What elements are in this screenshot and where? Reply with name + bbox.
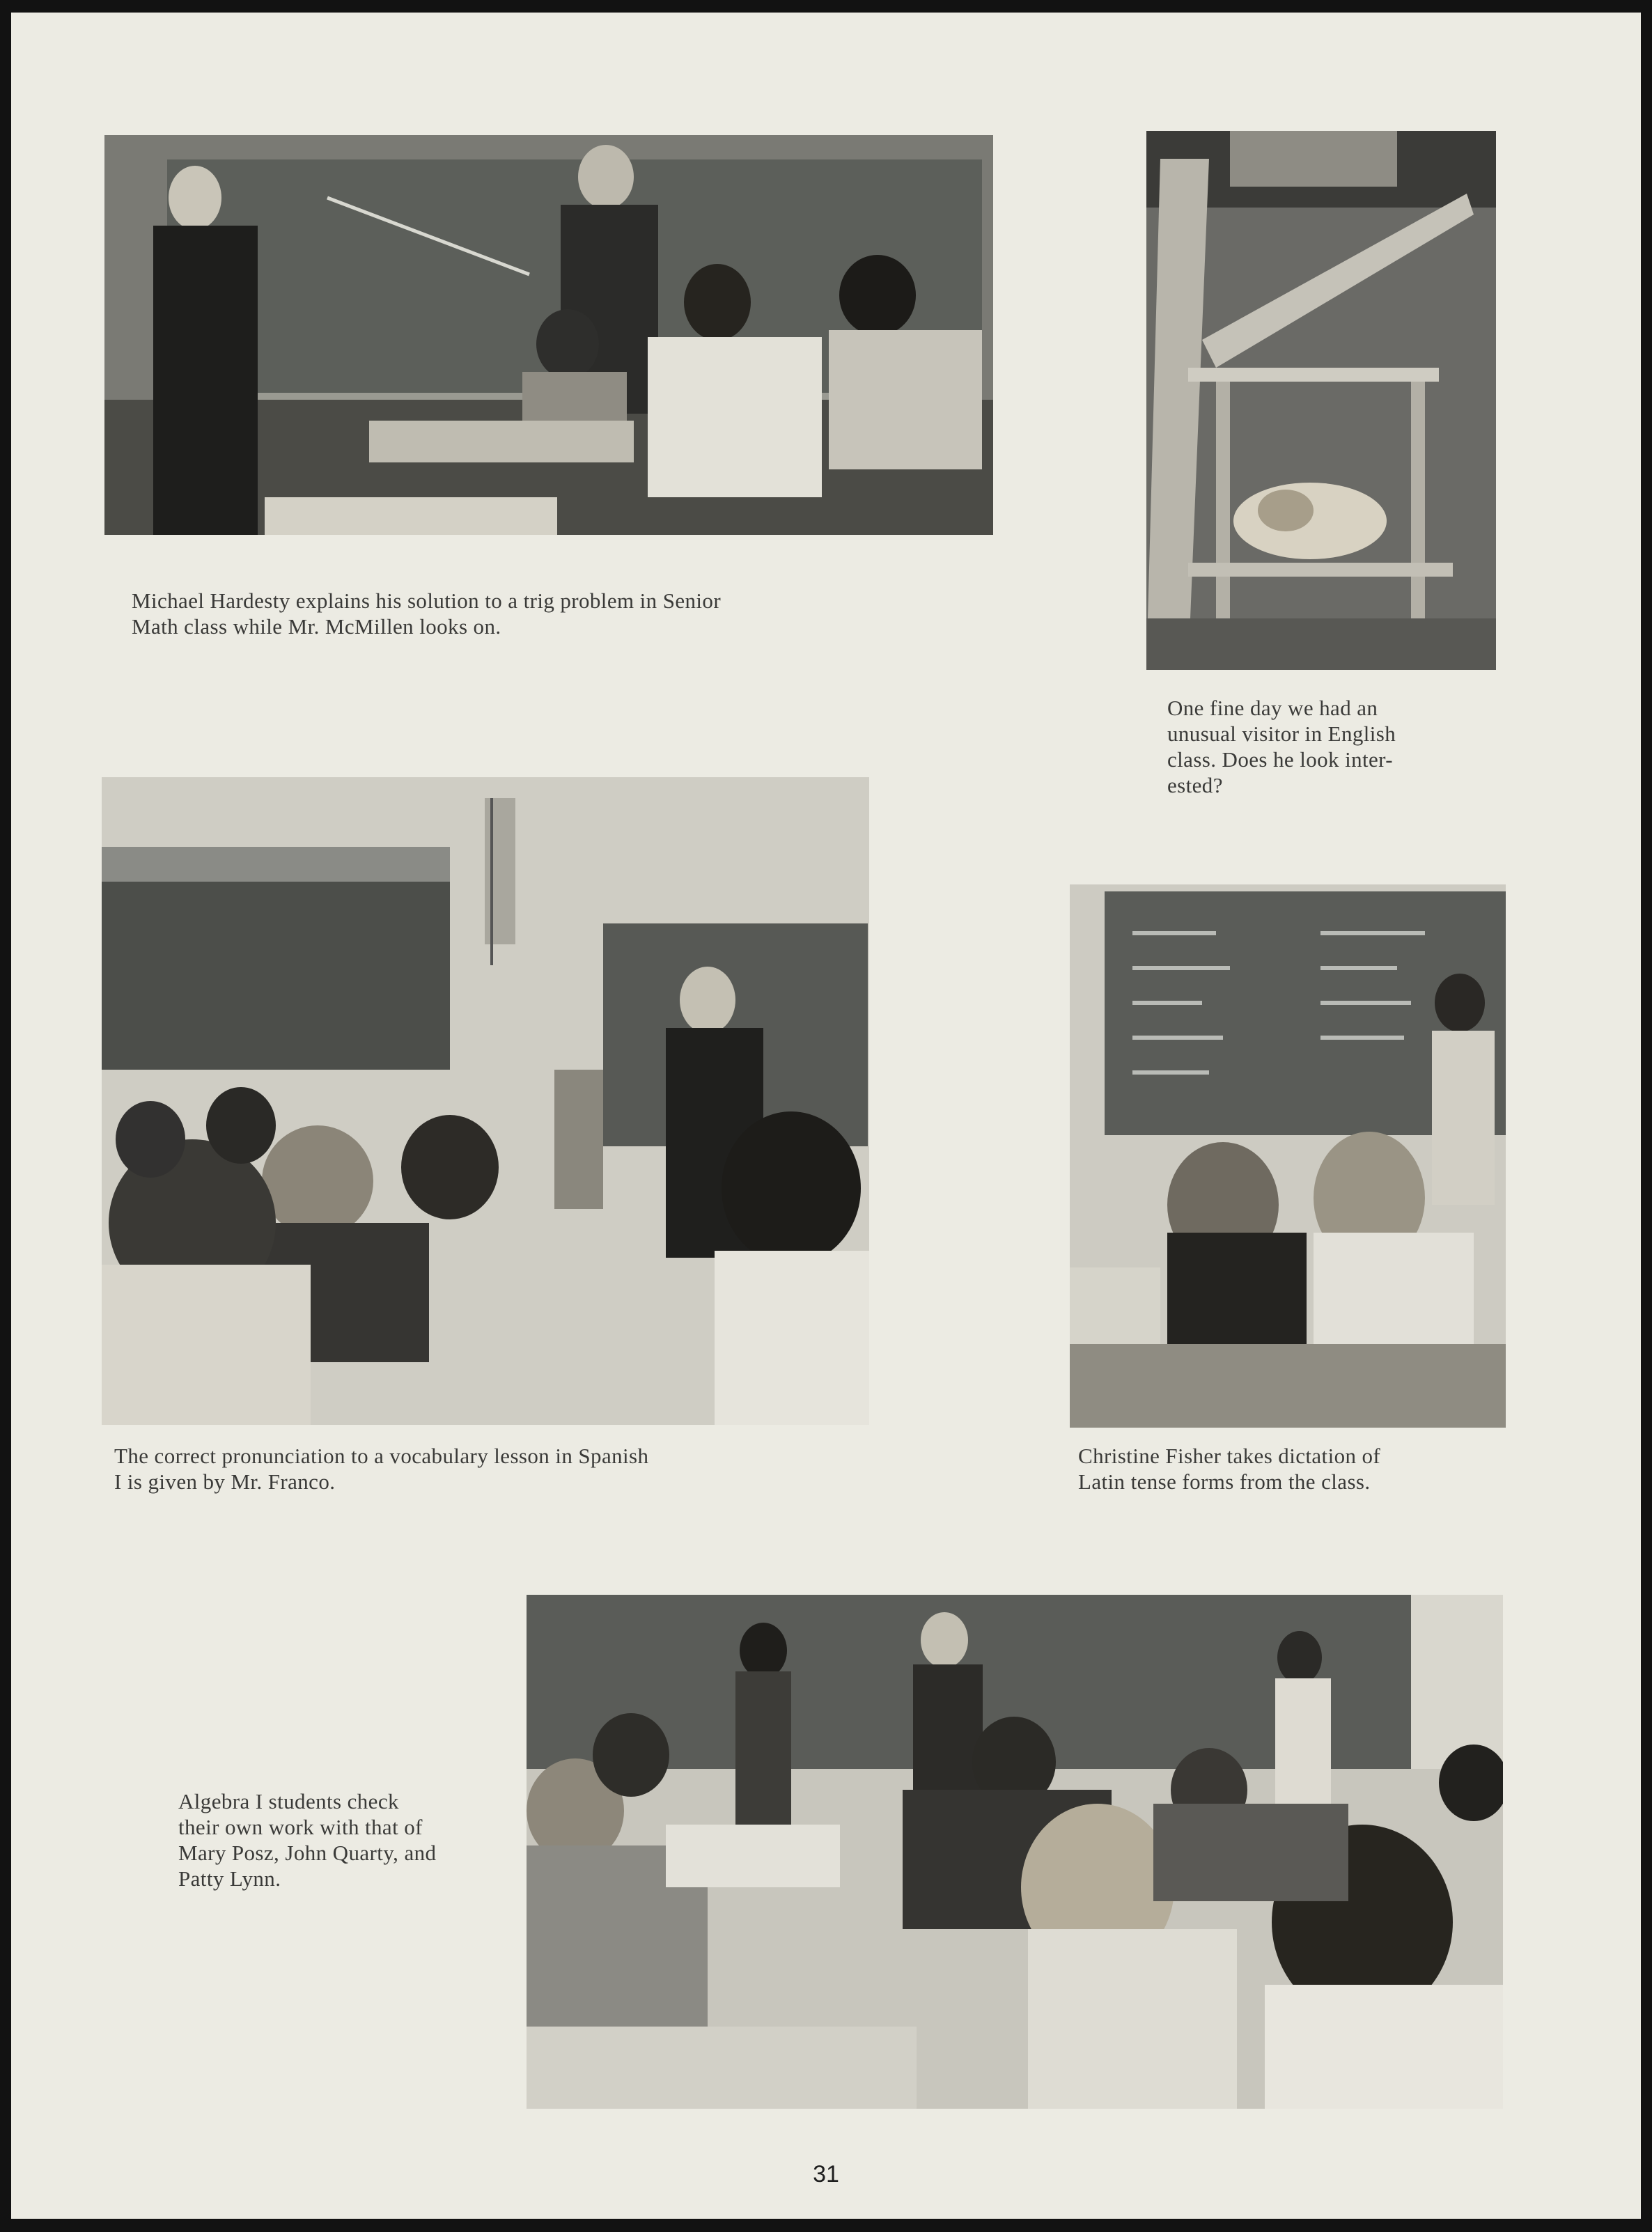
caption-latin-class: Christine Fisher takes dictation of Latin tense forms from the class. (1078, 1444, 1381, 1494)
photo-latin-class (1070, 884, 1506, 1428)
photo-spanish-class (102, 777, 869, 1425)
photo-senior-math-class (104, 135, 993, 535)
caption-senior-math: Michael Hardesty explains his solution to a trig problem in Senior Math class while Mr. McMillen looks on. (132, 588, 722, 639)
yearbook-page (11, 13, 1641, 2219)
caption-spanish-class: The correct pronunciation to a vocabulary lesson in Spanish I is given by Mr. Franco. (114, 1444, 649, 1494)
page-number: 31 (813, 2161, 839, 2187)
caption-cat-visitor: One fine day we had an unusual visitor in English class. Does he look inter- ested? (1167, 696, 1396, 797)
photo-cat-visitor (1146, 131, 1496, 670)
photo-algebra-class (527, 1595, 1503, 2109)
caption-algebra-class: Algebra I students check their own work with that of Mary Posz, John Quarty, and Patty Lynn. (178, 1789, 437, 1891)
